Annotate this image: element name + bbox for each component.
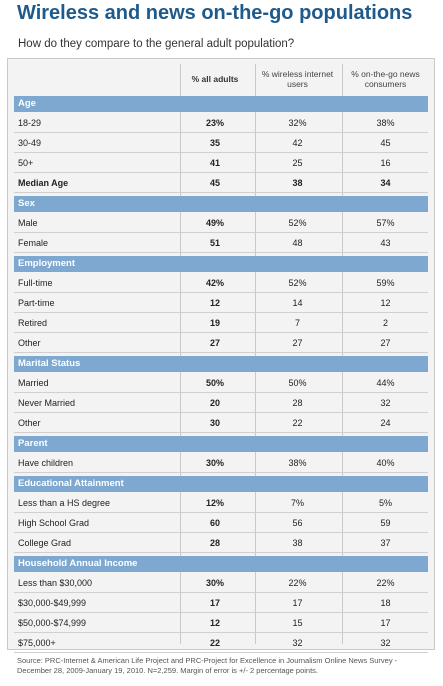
- table-row: [14, 273, 428, 293]
- table-row: [14, 593, 428, 613]
- cell-value: 24: [380, 418, 391, 428]
- cell-value: 49%: [205, 218, 224, 228]
- table-row: [14, 413, 428, 433]
- cell-value: 22%: [376, 578, 395, 588]
- table-row: [14, 293, 428, 313]
- table-row: [14, 453, 428, 473]
- table-row: [14, 133, 428, 153]
- source-note: Source: PRC-Internet & American Life Project and PRC-Project for Excellence in Journalism Online News Survey - December 28, 2009-January 19, 2010. N=2,259. Margin of error is +/- 2 percentage points.: [17, 656, 398, 675]
- row-label: Married: [18, 378, 49, 388]
- section-header: Employment: [14, 256, 428, 272]
- cell-value: 22: [209, 638, 220, 648]
- cell-value: 20: [209, 398, 220, 408]
- table-row: [14, 113, 428, 133]
- cell-value: 40%: [376, 458, 395, 468]
- table-row: [14, 373, 428, 393]
- cell-value: 60: [209, 518, 220, 528]
- cell-value: 38%: [376, 118, 395, 128]
- table-row: [14, 633, 428, 653]
- row-label: Full-time: [18, 278, 53, 288]
- cell-value: 27: [292, 338, 303, 348]
- cell-value: 34: [380, 178, 391, 188]
- row-label: Male: [18, 218, 38, 228]
- cell-value: 59: [380, 518, 391, 528]
- cell-value: 48: [292, 238, 303, 248]
- row-label: Other: [18, 418, 41, 428]
- cell-value: 30%: [205, 578, 224, 588]
- cell-value: 37: [380, 538, 391, 548]
- section-header: Marital Status: [14, 356, 428, 372]
- cell-value: 17: [380, 618, 391, 628]
- cell-value: 17: [209, 598, 220, 608]
- table-row: [14, 173, 428, 193]
- cell-value: 27: [209, 338, 220, 348]
- cell-value: 56: [292, 518, 303, 528]
- cell-value: 52%: [288, 278, 307, 288]
- table-row: [14, 213, 428, 233]
- cell-value: 43: [380, 238, 391, 248]
- cell-value: 28: [209, 538, 220, 548]
- table-row: [14, 333, 428, 353]
- cell-value: 12: [209, 618, 220, 628]
- cell-value: 59%: [376, 278, 395, 288]
- chart-title: Wireless and news on-the-go populations: [17, 2, 413, 24]
- cell-value: 32: [292, 638, 303, 648]
- row-label: Retired: [18, 318, 48, 328]
- cell-value: 45: [380, 138, 391, 148]
- cell-value: 51: [209, 238, 220, 248]
- cell-value: 7%: [290, 498, 304, 508]
- row-label: Female: [18, 238, 49, 248]
- cell-value: 27: [380, 338, 391, 348]
- cell-value: 44%: [376, 378, 395, 388]
- cell-value: 12: [380, 298, 391, 308]
- cell-value: 50%: [205, 378, 224, 388]
- row-label: 50+: [18, 158, 34, 168]
- section-header: Household Annual Income: [14, 556, 428, 572]
- section-header: Educational Attainment: [14, 476, 428, 492]
- row-label: College Grad: [18, 538, 72, 548]
- row-label: Other: [18, 338, 41, 348]
- cell-value: 32: [380, 638, 391, 648]
- cell-value: 12%: [205, 498, 224, 508]
- table-row: [14, 393, 428, 413]
- cell-value: 38: [292, 538, 303, 548]
- cell-value: 22: [292, 418, 303, 428]
- cell-value: 18: [380, 598, 391, 608]
- cell-value: 30: [209, 418, 220, 428]
- column-header-all-adults: % all adults: [191, 74, 239, 84]
- row-label: Never Married: [18, 398, 76, 408]
- cell-value: 19: [209, 318, 220, 328]
- table-row: [14, 573, 428, 593]
- chart-subtitle: How do they compare to the general adult population?: [18, 38, 295, 50]
- table-row: [14, 493, 428, 513]
- cell-value: 16: [380, 158, 391, 168]
- cell-value: 57%: [376, 218, 395, 228]
- cell-value: 52%: [288, 218, 307, 228]
- section-header: Parent: [14, 436, 428, 452]
- row-label: $30,000-$49,999: [18, 598, 87, 608]
- cell-value: 14: [292, 298, 303, 308]
- cell-value: 2: [382, 318, 388, 328]
- cell-value: 12: [209, 298, 220, 308]
- column-header-on-the-go-news: % on-the-go news consumers: [351, 69, 420, 89]
- cell-value: 32: [380, 398, 391, 408]
- cell-value: 7: [294, 318, 300, 328]
- cell-value: 22%: [288, 578, 307, 588]
- section-header: Sex: [14, 196, 428, 212]
- row-label: Less than a HS degree: [18, 498, 111, 508]
- row-label: High School Grad: [18, 518, 90, 528]
- cell-value: 38: [292, 178, 303, 188]
- table-row: [14, 533, 428, 553]
- table-row: [14, 513, 428, 533]
- row-label: 30-49: [18, 138, 42, 148]
- cell-value: 15: [292, 618, 303, 628]
- table-row: [14, 613, 428, 633]
- cell-value: 35: [209, 138, 220, 148]
- row-label: $50,000-$74,999: [18, 618, 87, 628]
- section-header: Age: [14, 96, 428, 112]
- row-label: Have children: [18, 458, 74, 468]
- cell-value: 23%: [205, 118, 224, 128]
- cell-value: 32%: [288, 118, 307, 128]
- table-row: [14, 313, 428, 333]
- cell-value: 17: [292, 598, 303, 608]
- cell-value: 42%: [205, 278, 224, 288]
- row-label: Median Age: [18, 178, 69, 188]
- cell-value: 41: [209, 158, 220, 168]
- cell-value: 28: [292, 398, 303, 408]
- row-label: $75,000+: [18, 638, 56, 648]
- cell-value: 38%: [288, 458, 307, 468]
- cell-value: 30%: [205, 458, 224, 468]
- cell-value: 42: [292, 138, 303, 148]
- cell-value: 45: [209, 178, 220, 188]
- row-label: 18-29: [18, 118, 42, 128]
- table-row: [14, 233, 428, 253]
- table-row: [14, 153, 428, 173]
- row-label: Part-time: [18, 298, 55, 308]
- row-label: Less than $30,000: [18, 578, 93, 588]
- column-header-wireless-users: % wireless internet users: [261, 69, 334, 89]
- cell-value: 50%: [288, 378, 307, 388]
- cell-value: 5%: [378, 498, 392, 508]
- cell-value: 25: [292, 158, 303, 168]
